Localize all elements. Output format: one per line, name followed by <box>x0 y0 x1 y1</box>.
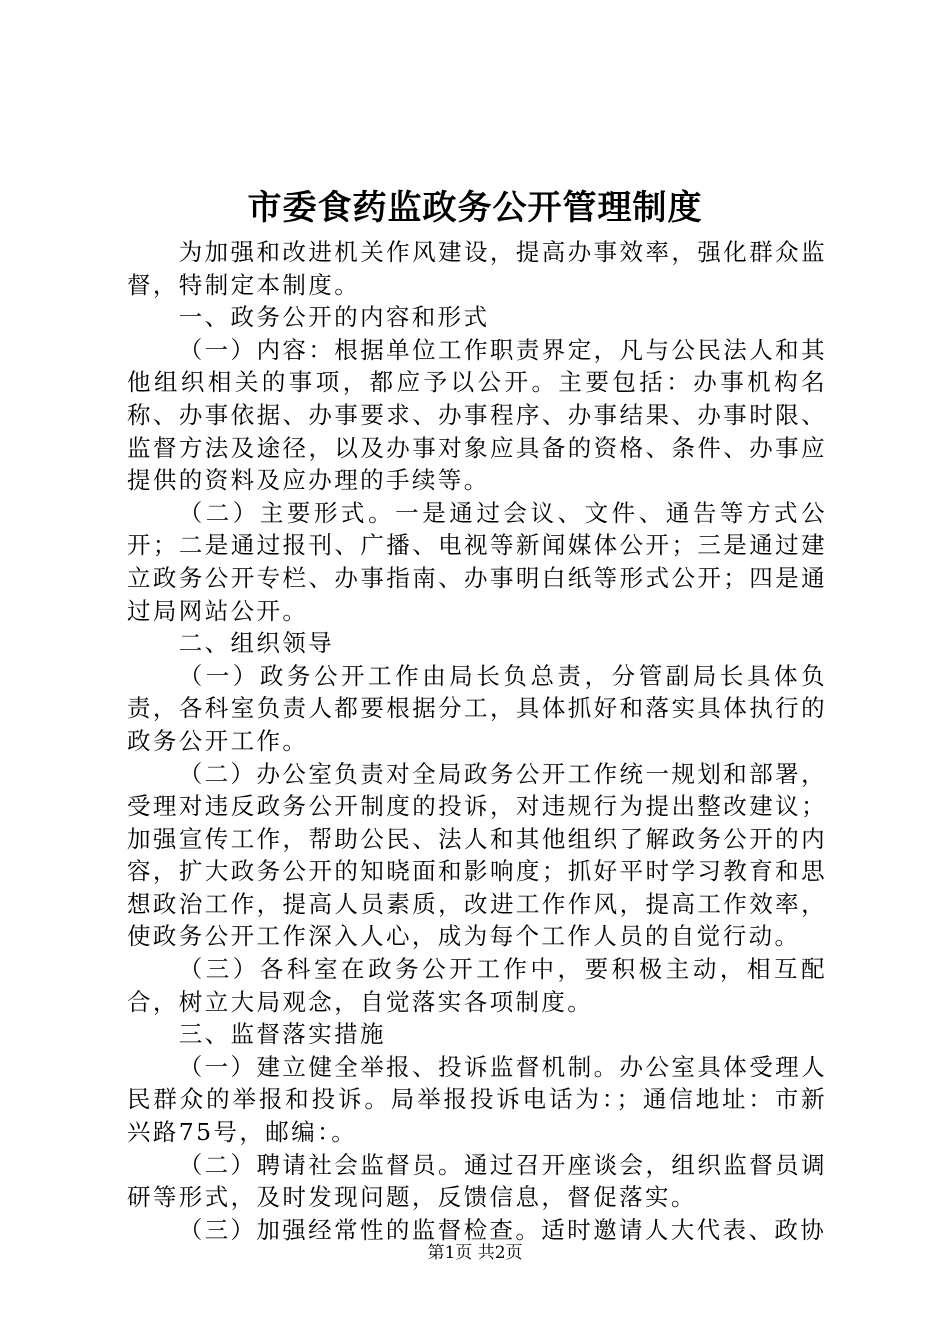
paragraph-supervision-3: （三）加强经常性的监督检查。适时邀请人大代表、政协 <box>178 1215 827 1244</box>
paragraph-leadership-2: （二）办公室负责对全局政务公开工作统一规划和部署，受理对违反政务公开制度的投诉，对违规行为提出整改建议；加强宣传工作，帮助公民、法人和其他组织了解政务公开的内容，扩大政务公开的知晓面和影响度；抓好平时学习教育和思想政治工作，提高人员素质，改进工作作风，提高工作效率，使政务公开工作深入人心，成为每个工作人员的自觉行动。 <box>127 759 827 951</box>
paragraph-supervision-1: （一）建立健全举报、投诉监督机制。办公室具体受理人民群众的举报和投诉。局举报投诉电话为：；通信地址：市新兴路75号，邮编：。 <box>127 1052 827 1147</box>
document-title: 市委食药监政务公开管理制度 <box>247 188 703 228</box>
section-heading-2: 二、组织领导 <box>178 629 335 658</box>
paragraph-content: （一）内容：根据单位工作职责界定，凡与公民法人和其他组织相关的事项，都应予以公开。主要包括：办事机构名称、办事依据、办事要求、办事程序、办事结果、办事时限、监督方法及途径，以及办事对象应具备的资格、条件、办事应提供的资料及应办理的手续等。 <box>127 335 827 495</box>
paragraph-intro: 为加强和改进机关作风建设，提高办事效率，强化群众监督，特制定本制度。 <box>127 238 827 299</box>
paragraph-leadership-3: （三）各科室在政务公开工作中，要积极主动，相互配合，树立大局观念，自觉落实各项制度。 <box>127 955 827 1016</box>
paragraph-supervision-2: （二）聘请社会监督员。通过召开座谈会，组织监督员调研等形式，及时发现问题，反馈信息，督促落实。 <box>127 1150 827 1212</box>
section-heading-3: 三、监督落实措施 <box>178 1020 386 1049</box>
paragraph-leadership-1: （一）政务公开工作由局长负总责，分管副局长具体负责，各科室负责人都要根据分工，具体抓好和落实具体执行的政务公开工作。 <box>127 661 827 755</box>
section-heading-1: 一、政务公开的内容和形式 <box>178 303 490 332</box>
paragraph-forms: （二）主要形式。一是通过会议、文件、通告等方式公开；二是通过报刊、广播、电视等新闻媒体公开；三是通过建立政务公开专栏、办事指南、办事明白纸等形式公开；四是通过局网站公开。 <box>127 498 827 625</box>
document-body <box>127 236 827 1246</box>
page-footer: 第1页 共2页 <box>427 1243 523 1263</box>
